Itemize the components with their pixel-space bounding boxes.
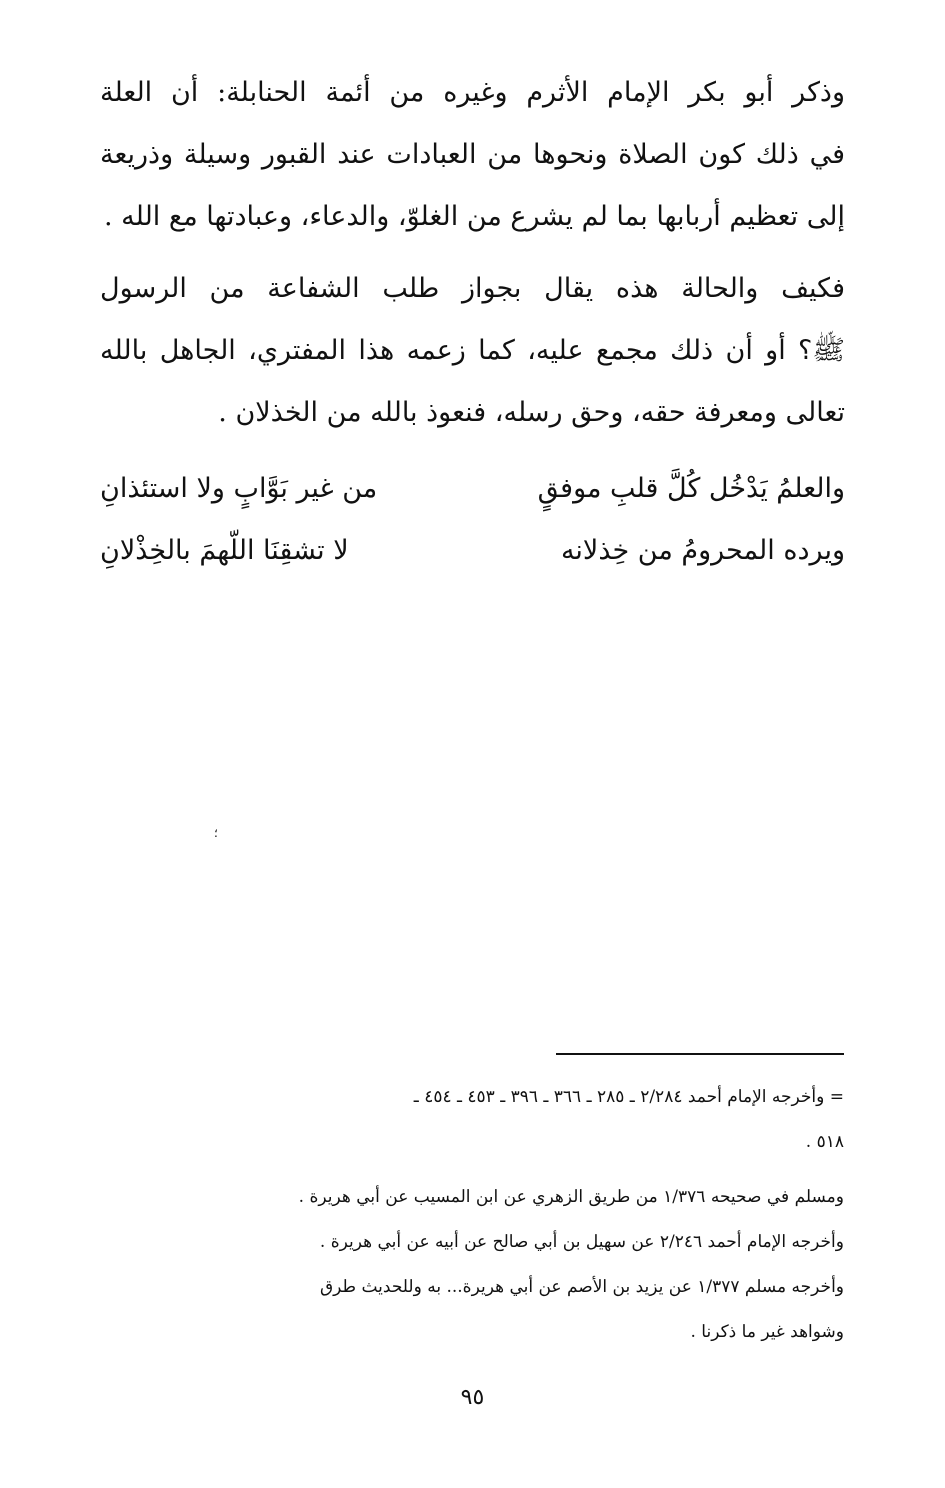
footnotes — [92, 1075, 844, 1165]
footnote-line: وشواهد غير ما ذكرنا . — [690, 1322, 844, 1342]
verse-line — [100, 520, 845, 582]
verse-second-hemistich: لا تشقِنَا اللّهمَ بالخِذْلانِ — [100, 535, 349, 566]
footnote-line: ومسلم في صحيحه ١/٣٧٦ من طريق الزهري عن ابن المسيب عن أبي هريرة . — [298, 1187, 844, 1207]
stray-mark: ؛ — [214, 826, 218, 840]
verse-second-hemistich: من غير بَوَّابٍ ولا استئذانِ — [100, 473, 378, 504]
poem-verses — [100, 458, 845, 582]
page-number: ٩٥ — [460, 1385, 485, 1410]
paragraph-line: إلى تعظيم أربابها بما لم يشرع من الغلوّ، والدعاء، وعبادتها مع الله . — [104, 201, 845, 232]
footnote-line: وأخرجه مسلم ١/٣٧٧ عن يزيد بن الأصم عن أبي هريرة... به وللحديث طرق — [319, 1277, 844, 1297]
footnote-line: وأخرجه الإمام أحمد ٢/٢٤٦ عن سهيل بن أبي صالح عن أبيه عن أبي هريرة . — [319, 1232, 844, 1252]
paragraph-line: فكيف والحالة هذه يقال بجواز طلب الشفاعة من الرسول — [100, 273, 845, 304]
paragraph-line: في ذلك كون الصلاة ونحوها من العبادات عند القبور وسيلة وذريعة — [100, 139, 845, 170]
paragraph-line: تعالى ومعرفة حقه، وحق رسله، فنعوذ بالله من الخذلان . — [218, 397, 845, 428]
paragraph-2 — [100, 258, 845, 444]
footnote-line: ٥١٨ . — [805, 1132, 844, 1152]
footnote-line: = وأخرجه الإمام أحمد ٢/٢٨٤ ـ ٢٨٥ ـ ٣٦٦ ـ ٣٩٦ ـ ٤٥٣ ـ ٤٥٤ ـ — [413, 1087, 844, 1107]
footnote-separator — [556, 1053, 844, 1055]
verse-first-hemistich: والعلمُ يَدْخُل كُلَّ قلبِ موفقٍ — [537, 473, 845, 504]
verse-first-hemistich: ويرده المحرومُ من خِذلانه — [560, 535, 845, 566]
paragraph-line: ﷺ؟ أو أن ذلك مجمع عليه، كما زعمه هذا المفتري، الجاهل بالله — [100, 335, 845, 366]
verse-line — [100, 458, 845, 520]
footnotes-continued — [92, 1175, 844, 1355]
paragraph-line: وذكر أبو بكر الإمام الأثرم وغيره من أئمة الحنابلة: أن العلة — [100, 77, 845, 108]
paragraph-1 — [100, 62, 845, 248]
